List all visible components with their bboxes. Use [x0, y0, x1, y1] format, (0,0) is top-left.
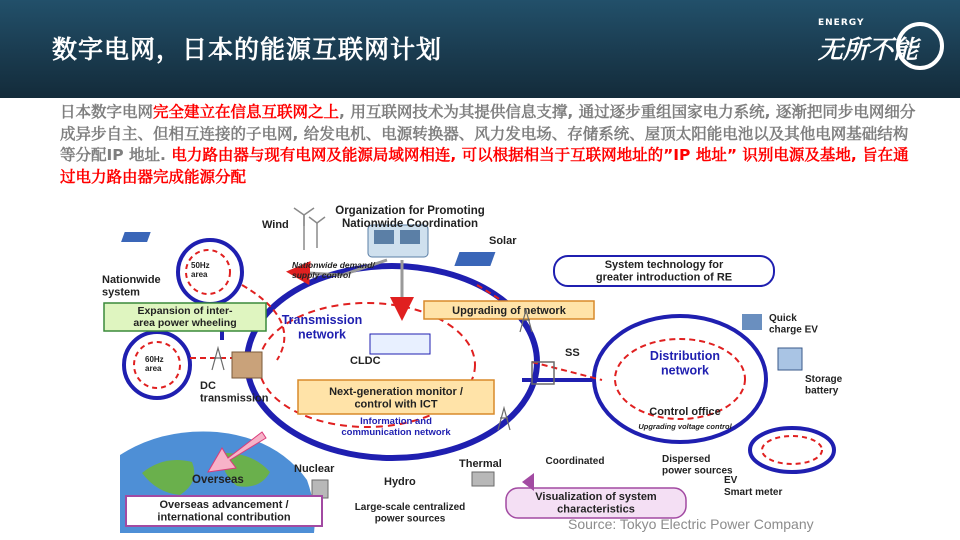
dispersed-label: Dispersed power sources: [662, 454, 733, 477]
solar-label: Solar: [489, 235, 517, 247]
logo-energy-text: ENERGY: [818, 18, 865, 28]
large-scale-label: Large-scale centralized power sources: [354, 502, 466, 525]
visualization-label: Visualization of system characteristics: [535, 491, 657, 516]
system-technology-label: System technology for greater introduction of RE: [595, 259, 733, 284]
intro-paragraph: [60, 102, 918, 188]
ev-charger-icon: [742, 314, 762, 330]
intro-text-1: 日本数字电网: [60, 103, 154, 121]
intro-highlight-2: 电力路由器与现有电网及能源局域网相连, 可以根据相当于互联网地址的”IP 地址” 识别电源及基地, 旨在通过电力路由器完成能源分配: [60, 146, 909, 186]
upgrading-network-label: Upgrading of network: [452, 305, 566, 317]
source-credit: Source: Tokyo Electric Power Company: [568, 516, 814, 532]
dc-transmission-label: DC transmission: [200, 380, 269, 405]
quick-charge-label: Quick charge EV: [769, 313, 818, 336]
brand-logo: [816, 18, 940, 74]
demand-supply-label: Nationwide demand/ supply control: [292, 260, 375, 280]
info-comm-label: Information and communication network: [341, 416, 451, 438]
smart-meter-label: Smart meter: [724, 487, 783, 498]
overseas-label: Overseas: [192, 474, 244, 486]
slide-header: [0, 0, 960, 98]
intro-text-2: , 用互联网技术为其提供信息支撑, 通过逐步重组国家电力系统, 逐渐把同步电网细分成异步自主、但相互连接的子电网, 给发电机、电源转换器、风力发电场、存储系统、屋顶太阳能电池以及其他电网基础结构等分配IP 地址.: [60, 103, 916, 164]
thermal-label: Thermal: [459, 458, 502, 470]
building-icon: [232, 352, 262, 378]
ss-label: SS: [565, 347, 580, 359]
storage-battery-label: Storage battery: [805, 374, 843, 397]
storage-battery-icon: [778, 348, 802, 370]
cldc-computer-icon: [370, 334, 430, 354]
area-60hz-label: 60Hz area: [145, 355, 164, 374]
monitor-icon: [400, 230, 420, 244]
intro-highlight-1: 完全建立在信息互联网之上: [153, 103, 340, 121]
upgrading-voltage-label: Upgrading voltage control: [638, 422, 732, 431]
monitor-icon: [374, 230, 394, 244]
slide-title: 数字电网，日本的能源互联网计划: [52, 35, 443, 64]
energy-network-diagram: [102, 190, 864, 533]
distribution-network-label: Distribution network: [649, 349, 721, 378]
solar-panel-icon: [454, 252, 495, 266]
control-office-label: Control office: [649, 406, 721, 418]
nuclear-label: Nuclear: [294, 463, 335, 475]
nationwide-system-label: Nationwide system: [102, 274, 161, 299]
area-50hz-label: 50Hz area: [191, 261, 210, 280]
hydro-label: Hydro: [384, 476, 416, 488]
expansion-label: Expansion of inter-area power wheeling: [133, 305, 237, 330]
ev-label: EV: [724, 475, 738, 486]
coordinated-label: Coordinated: [545, 456, 605, 467]
next-gen-label: Next-generation monitor / control with ICT: [329, 386, 463, 411]
transmission-network-label: Transmission network: [281, 313, 363, 342]
wind-label: Wind: [262, 219, 289, 231]
thermal-plant-icon: [472, 472, 494, 486]
cldc-label: CLDC: [350, 355, 381, 367]
overseas-advancement-label: Overseas advancement / international contribution: [157, 499, 291, 524]
solar-house-icon: [121, 232, 151, 242]
org-title-line: Organization for Promoting Nationwide Coordination: [335, 205, 485, 231]
logo-main-text: 无所不能: [818, 35, 919, 64]
logo-ring-icon: [896, 22, 944, 70]
